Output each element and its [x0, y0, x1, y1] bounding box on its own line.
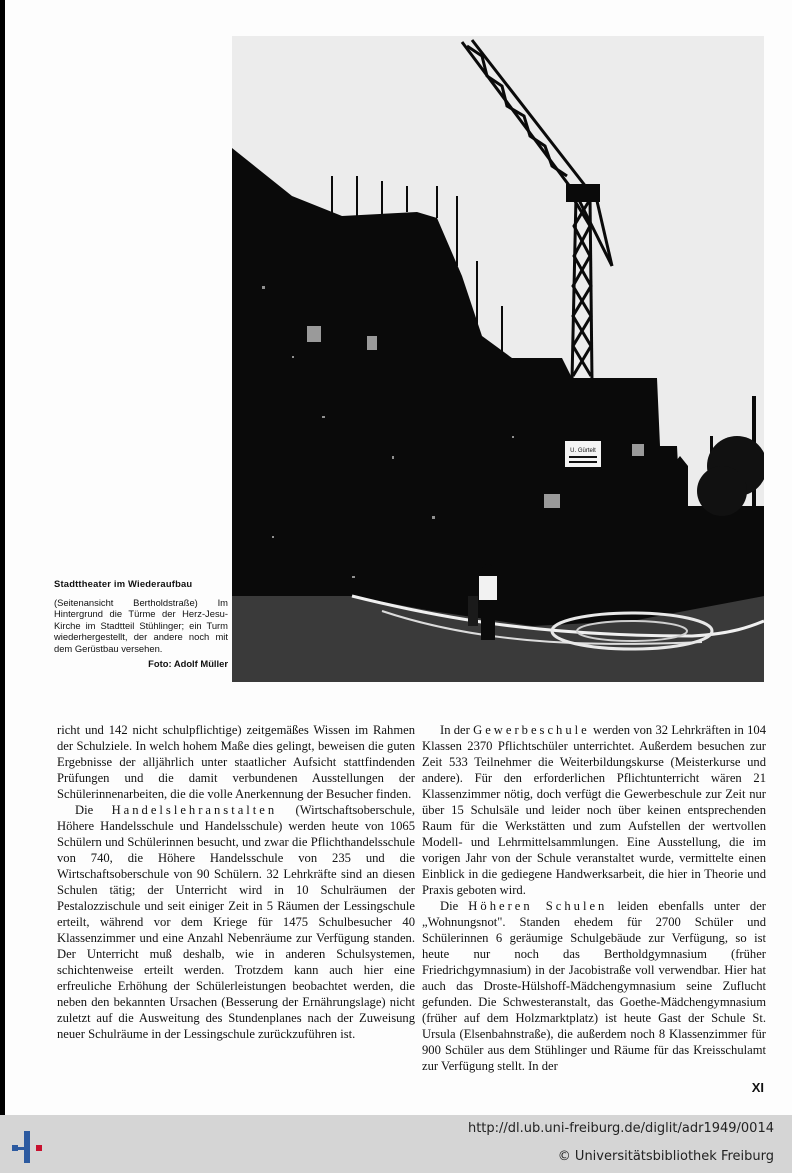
left-p2-lead: Die: [75, 803, 94, 817]
caption-title: Stadttheater im Wiederaufbau: [54, 578, 193, 589]
left-p2-spaced-term: Handelslehranstalten: [111, 803, 278, 817]
page-edge-shadow: [0, 0, 5, 1115]
right-p1-rest: werden von 32 Lehrkräften in 104 Klassen 2370 Pflichtschüler unterrichtet. Außerdem besuchen zur Zeit 533 Teilnehmer die Weiterbildungskurse (Meisterkurse und andere). Für den erforderlichen Pflichtunterricht wären 21 Klassenzimmer nötig, doch verfügt die Gewerbeschule zur Zeit nur über 15 Schulsäle und leider noch über keinen entsprechenden Raum für die Werkstätten und zum Aufstellen der wertvollen Modell- und Lehrmittelsammlungen. Eine Ausstellung, die im vorigen Jahr von der Schule veranstaltet wurde, vermittelte einen Einblick in die gediegene Handwerksarbeit, die hier in Theorie und Praxis geboten wird.: [422, 723, 766, 897]
photo-sign-text: U. Gürtelt: [570, 448, 596, 454]
right-paragraph-1: [422, 722, 766, 898]
left-paragraph-2: [57, 802, 415, 1042]
document-url-link[interactable]: http://dl.ub.uni-freiburg.de/diglit/adr1949/0014: [467, 1121, 774, 1136]
right-p1-spaced-term: Gewerbeschule: [473, 723, 590, 737]
right-p2-spaced-term: Höheren Schulen: [468, 899, 608, 913]
right-p2-rest: leiden ebenfalls unter der „Wohnungsnot". Standen ehedem für 2700 Schüler und Schülerinnen 6 geräumige Schulgebäude zur Verfügung, so ist heute nur noch das Bertholdgymnasium (früher Friedrichgymnasium) in der Jacobistraße voll verwendbar. Hier hat auch das Droste-Hülshoff-Mädchengymnasium seine Zuflucht gefunden. Die Schwesteranstalt, das Goethe-Mädchengymnasium (früher auf dem Holzmarktplatz) ist heute Gast der Schule St. Ursula (Elsenbahnstraße), die außerdem noch 8 Klassenzimmer für 900 Schüler aus dem Stühlinger und Räume für das Kreisschulamt zur Verfügung stellt. In der: [422, 899, 766, 1073]
left-paragraph-1: richt und 142 nicht schulpflichtige) zeitgemäßes Wissen im Rahmen der Schulziele. In welch hohem Maße dies gelingt, beweisen die guten Ergebnisse der alljährlich unter staatlicher Aufsicht stattfindenden Prüfungen und die damit verbundenen Ausstellungen der Schülerinnenarbeiten, die die volle Anerkennung der Besucher finden.: [57, 723, 415, 801]
left-p2-rest: (Wirtschaftsoberschule, Höhere Handelsschule und Handelsschule) werden heute von 1065 Schülern und Schülerinnen besucht, und zwar die Pflichthandelsschule von 740, die Höhere Handelsschule von 235 und die Wirtschaftsoberschule von 90 Schülern. 32 Lehrkräfte sind an diesen Schulen tätig; der Unterricht wird in 10 Schulräumen der Pestalozzischule und seit einiger Zeit in 5 Räumen der Lessingschule erteilt, während vor dem Kriege für 1475 Schulbesucher 40 Klassenzimmer und eine Anzahl Nebenräume zur Verfügung standen. Der Unterricht muß deshalb, wie in anderen Schulsystemen, schichtenweise erteilt werden. Trotzdem kann auch hier eine erfreuliche Erhöhung der Schülerleistungen beobachtet werden, die neben den bekannten Ursachen (Besserung der Ernährungslage) nicht zuletzt auf die Ausweitung des Stundenplanes nach der Zuweisung neuer Schulräume in der Lessingschule zurückzuführen ist.: [57, 803, 415, 1041]
page-number: XI: [751, 1080, 764, 1095]
right-paragraph-2: [422, 898, 766, 1074]
right-text-column: [422, 722, 766, 1074]
library-logo-icon: [8, 1123, 48, 1165]
copyright-notice: © Universitätsbibliothek Freiburg: [557, 1149, 774, 1164]
construction-photo: [232, 36, 764, 682]
right-p1-lead: In der: [440, 723, 474, 737]
caption-credit: Foto: Adolf Müller: [148, 657, 228, 669]
right-p2-lead: Die: [440, 899, 469, 913]
caption-body: (Seitenansicht Bertholdstraße) Im Hintergrund die Türme der Herz-Jesu-Kirche im Stadtteil Stühlinger; ein Turm wiederhergestellt, der andere noch mit dem Gerüstbau versehen.: [54, 596, 228, 654]
left-text-column: [57, 722, 415, 1042]
viewer-footer: [0, 1115, 792, 1173]
photo-caption: [54, 578, 228, 669]
